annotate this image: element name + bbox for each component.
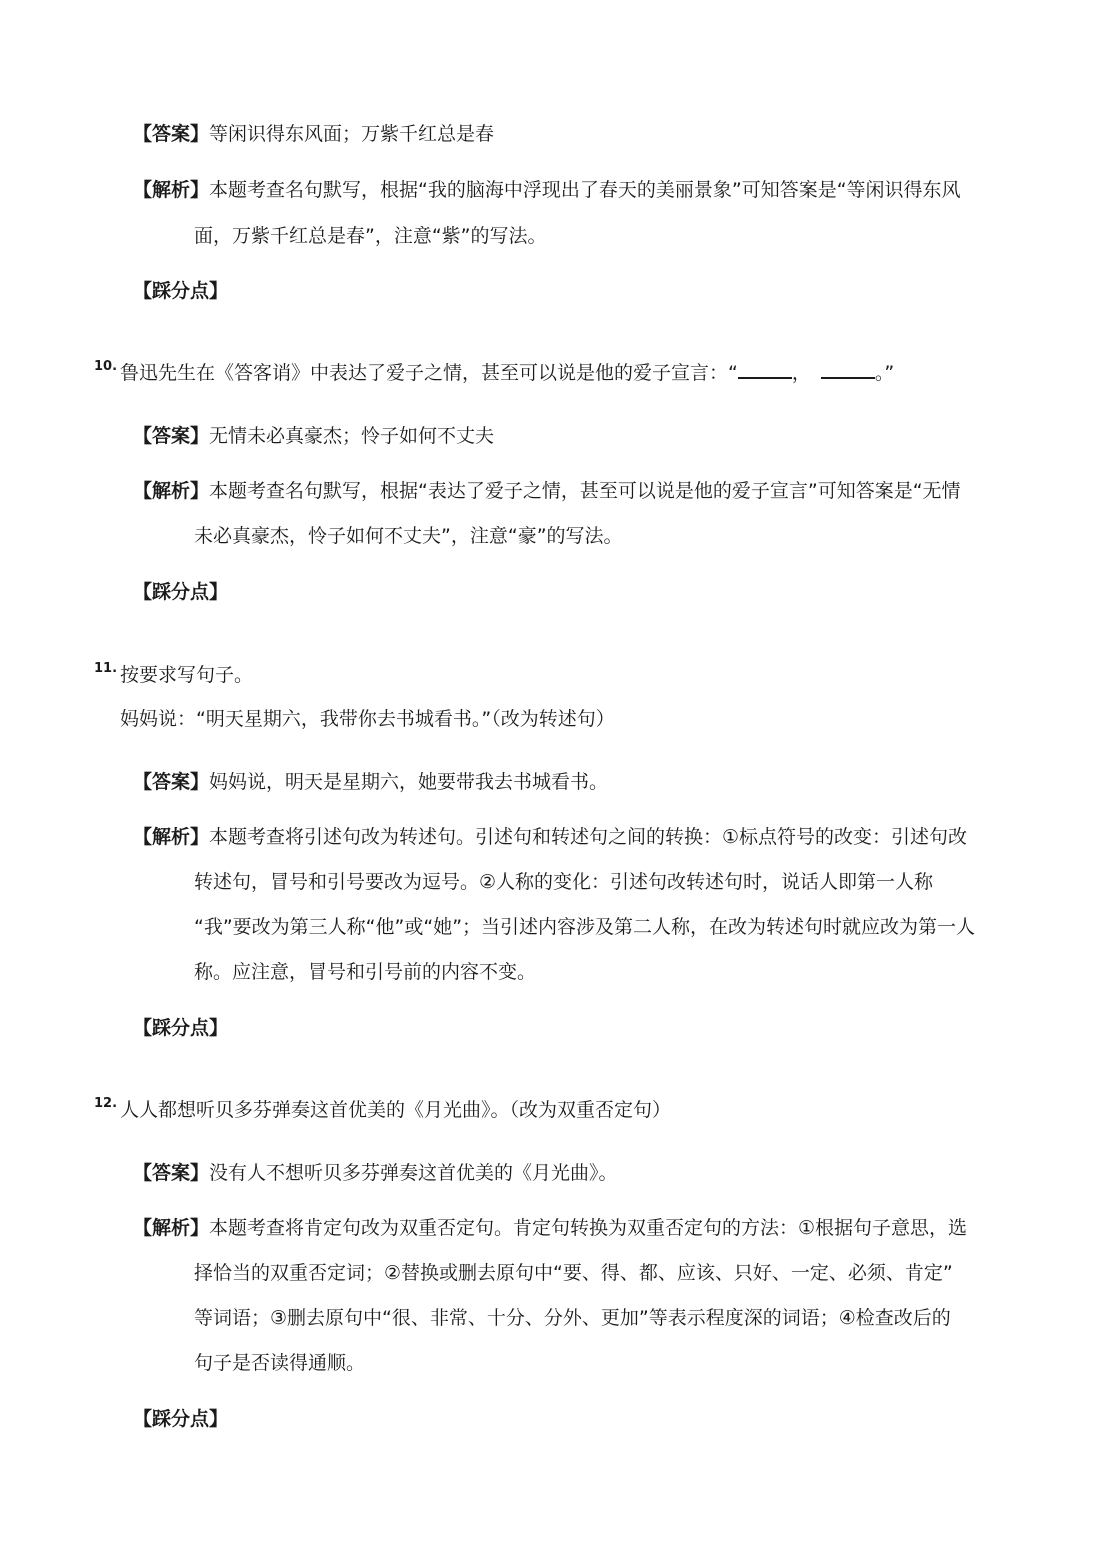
q12-question: 人人都想听贝多芬弹奏这首优美的《月光曲》。（改为双重否定句）: [120, 1099, 672, 1121]
q12-answer: 没有人不想听贝多芬弹奏这首优美的《月光曲》。: [209, 1162, 618, 1184]
q10-analysis-text: 本题考查名句默写，根据“表达了爱子之情，甚至可以说是他的爱子宣言”可知答案是“无情: [209, 480, 961, 502]
q12-analysis-text: 本题考查将肯定句改为双重否定句。肯定句转换为双重否定句的方法：①根据句子意思，选: [209, 1217, 968, 1239]
q11-answer-line: [133, 770, 608, 794]
q12-points-label: 【踩分点】: [133, 1408, 229, 1430]
q11-analysis-line-1: [133, 825, 967, 849]
q11-subtext: 妈妈说：“明天星期六，我带你去书城看书。”（改为转述句）: [120, 708, 615, 730]
answer-label: 【答案】: [133, 771, 210, 793]
answer-label: 【答案】: [133, 425, 210, 447]
q11-question: 按要求写句子。: [120, 664, 254, 686]
q10-text-mid: ，: [791, 362, 811, 384]
answer-label: 【答案】: [133, 123, 210, 145]
q11-analysis-text: 本题考查将引述句改为转述句。引述句和转述句之间的转换：①标点符号的改变：引述句改: [209, 826, 968, 848]
q11-analysis-line-3: “我”要改为第三人称“他”或“她”；当引述内容涉及第二人称，在改为转述句时就应改为第一人: [194, 916, 976, 938]
q12-analysis-line-4: 句子是否读得通顺。: [194, 1352, 366, 1374]
q9-answer-line: [133, 122, 494, 146]
q10-answer-line: [133, 424, 494, 448]
q10-points-label: 【踩分点】: [133, 581, 229, 603]
q10-number: 10.: [94, 359, 118, 374]
q10-text-before: 鲁迅先生在《答客诮》中表达了爱子之情，甚至可以说是他的爱子宣言：“: [120, 362, 738, 384]
analysis-label: 【解析】: [133, 1217, 210, 1239]
q10-analysis-line-2: 未必真豪杰，怜子如何不丈夫”，注意“豪”的写法。: [194, 525, 623, 547]
q12-answer-line: [133, 1161, 618, 1185]
q10-analysis-line-1: [133, 479, 961, 503]
q9-points-label: 【踩分点】: [133, 280, 229, 302]
q10-answer: 无情未必真豪杰；怜子如何不丈夫: [209, 425, 495, 447]
analysis-label: 【解析】: [133, 826, 210, 848]
q12-analysis-line-3: 等词语；③删去原句中“很、非常、十分、分外、更加”等表示程度深的词语；④检查改后的: [194, 1307, 951, 1329]
q12-number: 12.: [94, 1096, 118, 1111]
fill-blank-2: [821, 362, 875, 379]
q9-answer: 等闲识得东风面；万紫千红总是春: [209, 123, 495, 145]
q11-analysis-line-4: 称。应注意，冒号和引号前的内容不变。: [194, 961, 537, 983]
q9-analysis-text: 本题考查名句默写，根据“我的脑海中浮现出了春天的美丽景象”可知答案是“等闲识得东风: [209, 179, 961, 201]
q11-points-label: 【踩分点】: [133, 1017, 229, 1039]
analysis-label: 【解析】: [133, 179, 210, 201]
q9-analysis-line-1: [133, 178, 961, 202]
q12-analysis-line-1: [133, 1216, 967, 1240]
q10-text-end: 。”: [874, 362, 895, 384]
analysis-label: 【解析】: [133, 480, 210, 502]
q11-analysis-line-2: 转述句，冒号和引号要改为逗号。②人称的变化：引述句改转述句时，说话人即第一人称: [194, 871, 934, 893]
q11-number: 11.: [94, 661, 118, 676]
fill-blank-1: [738, 362, 792, 379]
q10-question: [120, 361, 894, 385]
answer-label: 【答案】: [133, 1162, 210, 1184]
q9-analysis-line-2: 面，万紫千红总是春”，注意“紫”的写法。: [194, 225, 547, 247]
q11-answer: 妈妈说，明天是星期六，她要带我去书城看书。: [209, 771, 609, 793]
q12-analysis-line-2: 择恰当的双重否定词；②替换或删去原句中“要、得、都、应该、只好、一定、必须、肯定”: [194, 1262, 953, 1284]
